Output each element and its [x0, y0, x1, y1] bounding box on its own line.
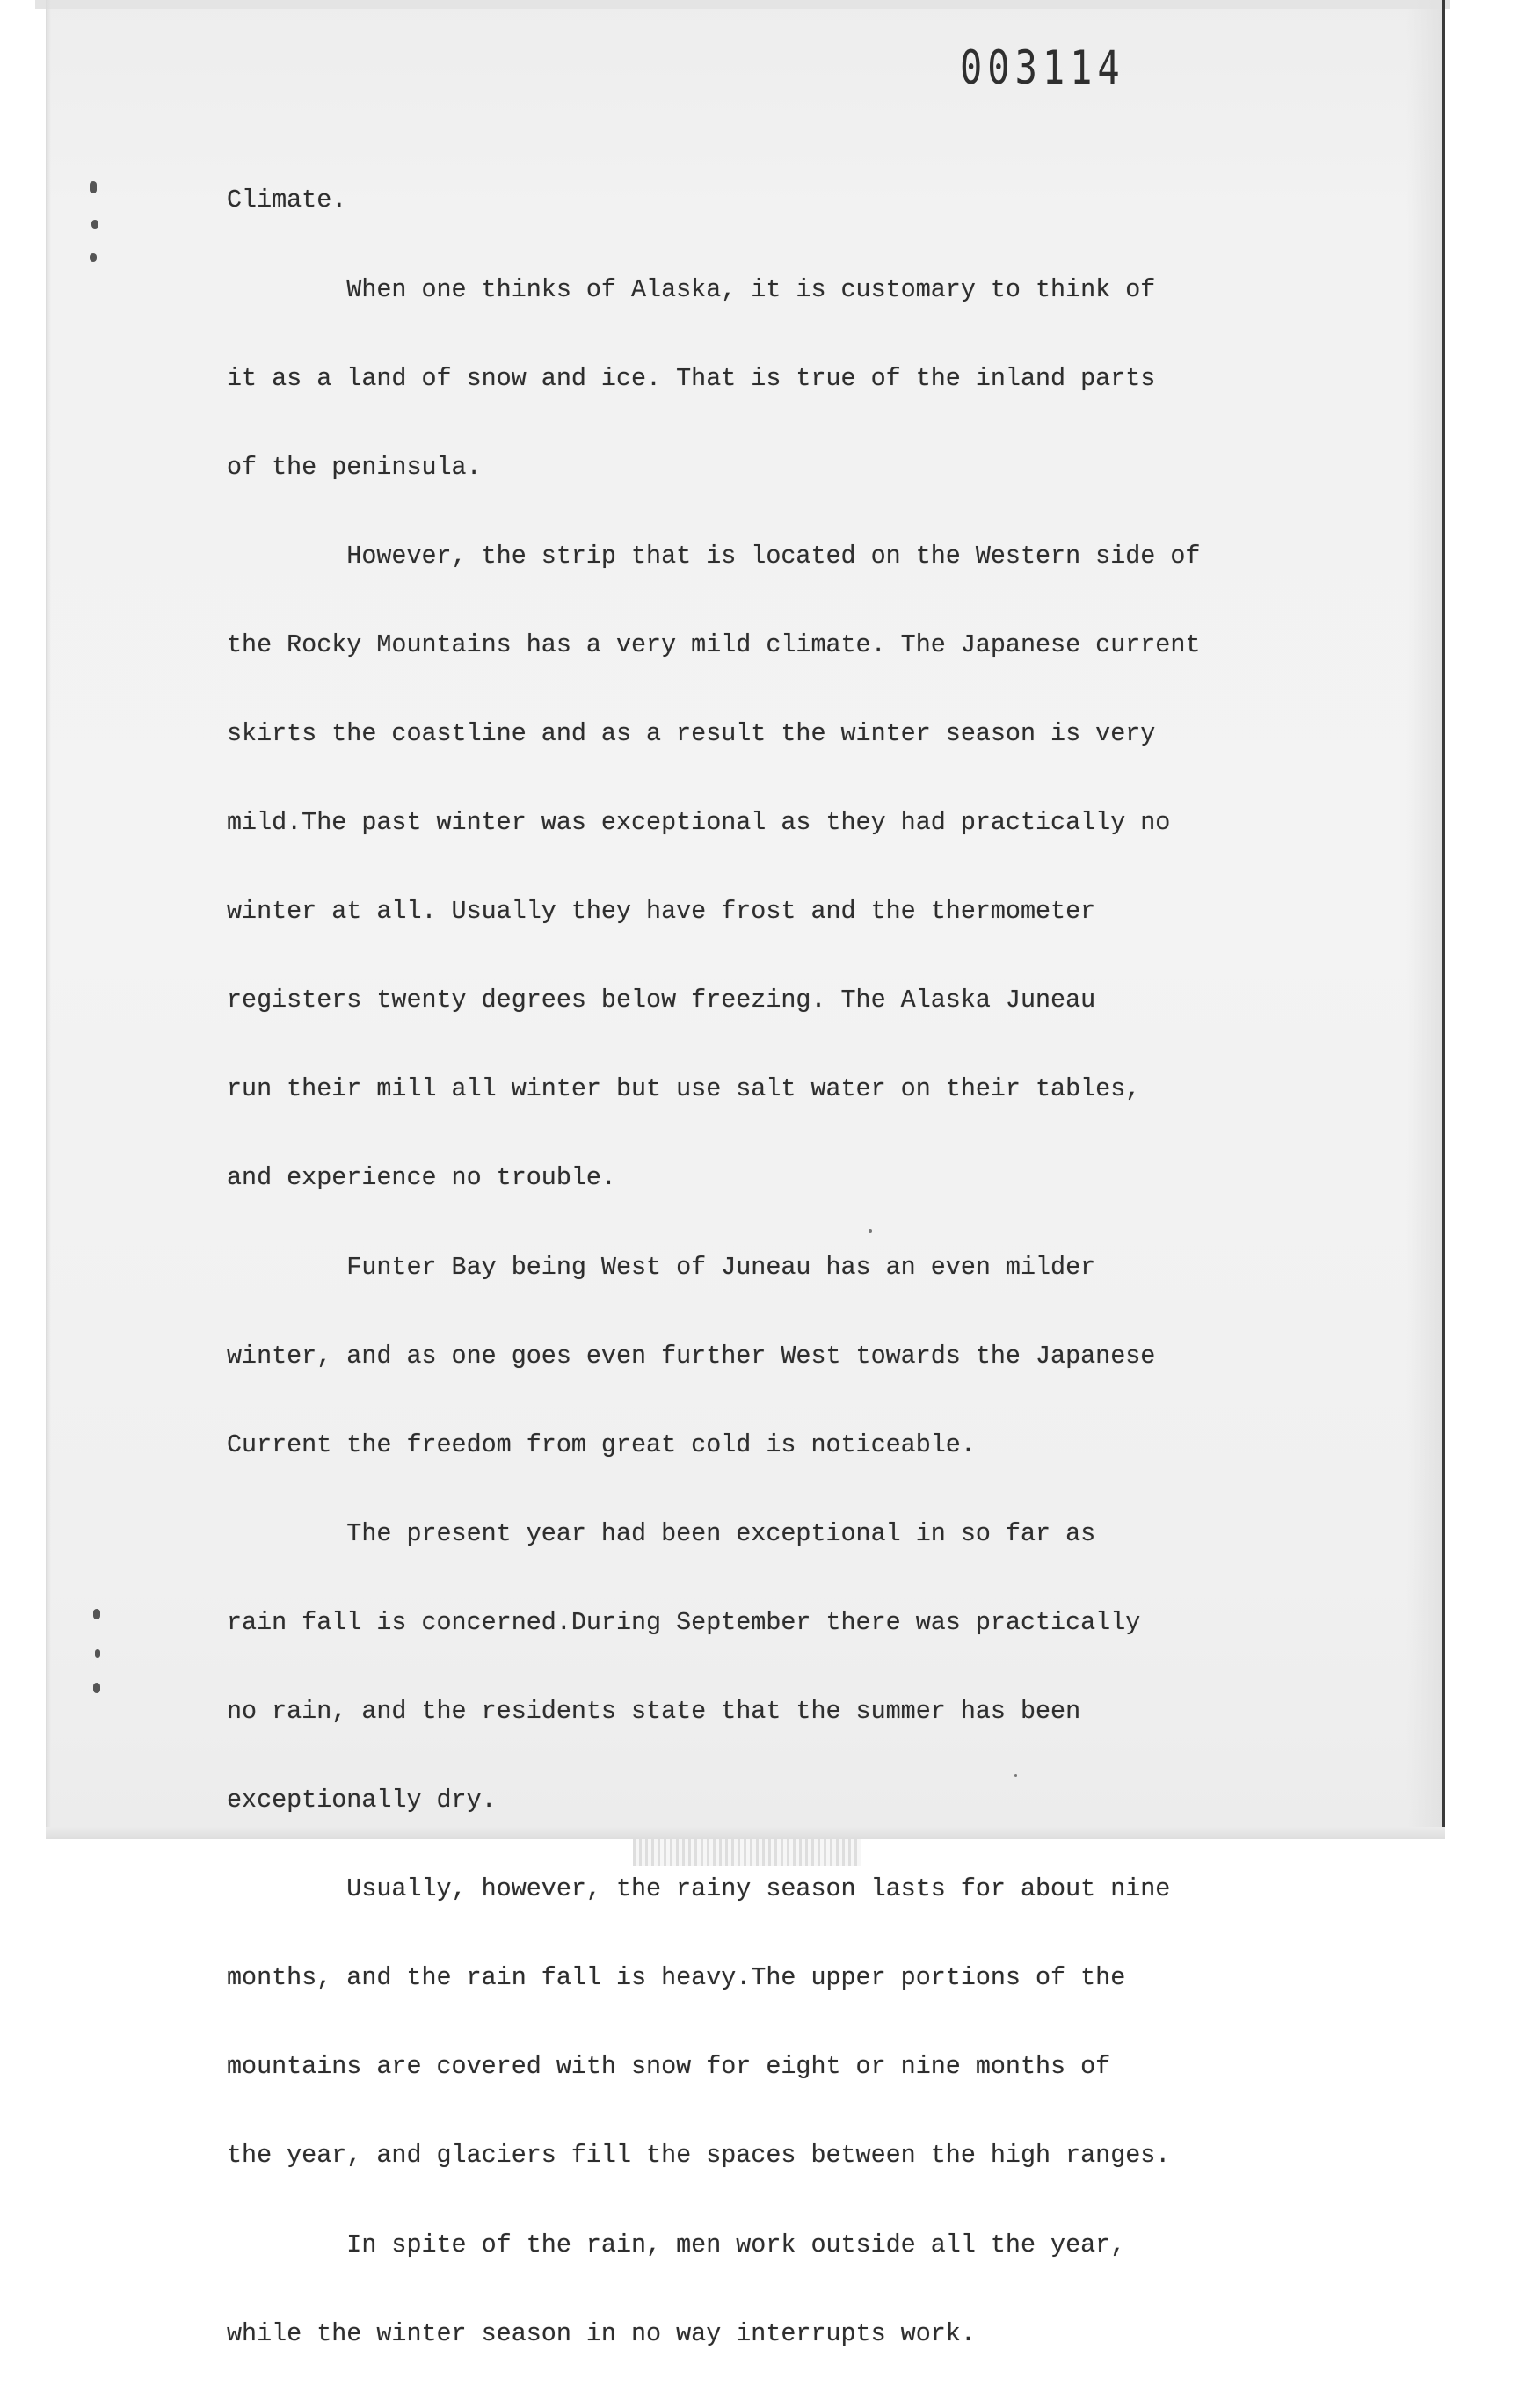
binding-hole-mark: [90, 181, 97, 193]
right-paper-edge: [1442, 0, 1445, 1837]
text-line: mountains are covered with snow for eight or nine months of: [227, 2052, 1111, 2082]
text-line: The present year had been exceptional in so far as: [227, 1518, 1096, 1548]
text-line: In spite of the rain, men work outside all the year,: [227, 2230, 1126, 2259]
text-line: registers twenty degrees below freezing. The Alaska Juneau: [227, 986, 1096, 1015]
page-number-stamp: 003114: [960, 40, 1125, 95]
text-line: it as a land of snow and ice. That is true of the inland parts: [227, 363, 1156, 393]
left-paper-edge: [46, 0, 51, 1839]
text-line: Current the freedom from great cold is noticeable.: [227, 1430, 976, 1459]
typed-body: [227, 127, 1370, 2408]
text-line: months, and the rain fall is heavy.The upper portions of the: [227, 1963, 1126, 1993]
text-line: run their mill all winter but use salt water on their tables,: [227, 1074, 1141, 1104]
binding-hole-mark: [91, 220, 98, 229]
text-line: mild.The past winter was exceptional as they had practically no: [227, 808, 1171, 838]
text-line: When one thinks of Alaska, it is customary to think of: [227, 274, 1156, 304]
text-line: of the peninsula.: [227, 452, 482, 482]
text-line: Funter Bay being West of Juneau has an even milder: [227, 1252, 1096, 1282]
text-line: while the winter season in no way interrupts work.: [227, 2318, 976, 2348]
text-line: However, the strip that is located on the Western side of: [227, 541, 1201, 571]
binding-hole-mark: [95, 1649, 100, 1658]
text-line: winter at all. Usually they have frost and the thermometer: [227, 897, 1096, 927]
text-line: Usually, however, the rainy season lasts for about nine: [227, 1874, 1171, 1904]
binding-hole-mark: [93, 1683, 100, 1693]
binding-hole-mark: [90, 253, 97, 262]
text-line: winter, and as one goes even further West towards the Japanese: [227, 1341, 1156, 1371]
binding-hole-mark: [93, 1609, 100, 1619]
text-line: and experience no trouble.: [227, 1163, 616, 1193]
heading-climate: Climate.: [227, 186, 347, 215]
text-line: rain fall is concerned.During September there was practically: [227, 1607, 1141, 1637]
text-line: exceptionally dry.: [227, 1786, 497, 1815]
text-line: the Rocky Mountains has a very mild climate. The Japanese current: [227, 629, 1201, 659]
text-line: skirts the coastline and as a result the winter season is very: [227, 718, 1156, 748]
text-line: no rain, and the residents state that the summer has been: [227, 1697, 1081, 1726]
top-scan-edge: [35, 0, 1450, 9]
right-edge-shadow: [1406, 0, 1442, 1839]
text-line: the year, and glaciers fill the spaces between the high ranges.: [227, 2141, 1171, 2171]
